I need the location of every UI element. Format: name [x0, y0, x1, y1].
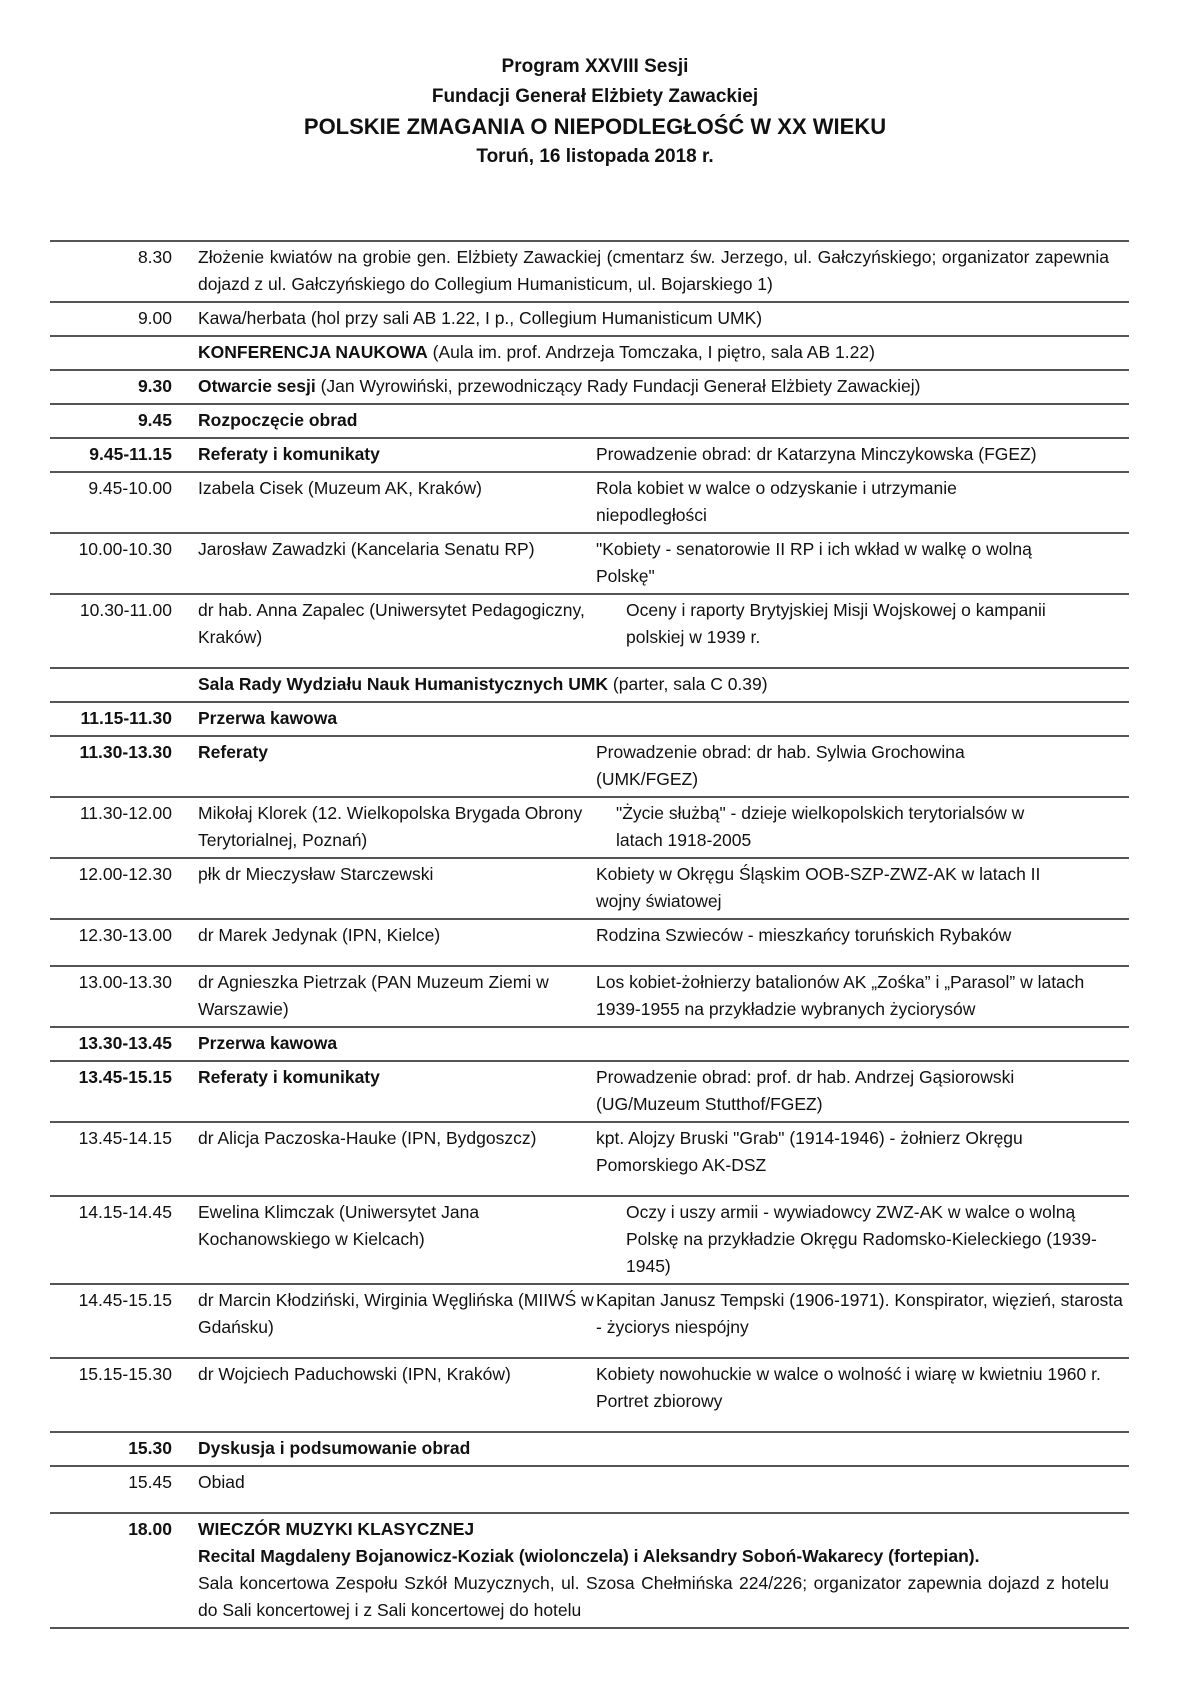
row-time: 12.30-13.00 [78, 925, 172, 945]
row-topic: Prowadzenie obrad: dr hab. Sylwia Grochowina (UMK/FGEZ) [596, 742, 965, 789]
schedule-row [50, 1283, 1129, 1357]
schedule-row [50, 701, 1129, 735]
row-speaker: dr Marcin Kłodziński, Wirginia Węglińska (MIIWŚ w Gdańsku) [198, 1290, 594, 1337]
schedule-row [50, 403, 1129, 437]
schedule-row [50, 857, 1129, 918]
concert-heading: WIECZÓR MUZYKI KLASYCZNEJ [198, 1519, 475, 1539]
schedule-row [50, 1512, 1129, 1629]
row-time: 11.30-13.30 [79, 742, 172, 762]
row-speaker: płk dr Mieczysław Starczewski [198, 864, 434, 884]
schedule-row [50, 1465, 1129, 1512]
row-time: 9.45 [137, 410, 172, 430]
row-topic: kpt. Alojzy Bruski "Grab" (1914-1946) - żołnierz Okręgu Pomorskiego AK-DSZ [596, 1128, 1023, 1175]
concert-recital: Recital Magdaleny Bojanowicz-Koziak (wiolonczela) i Aleksandry Soboń-Wakarecy (fortepian). [198, 1546, 980, 1566]
schedule-row [50, 1026, 1129, 1060]
row-topic: Los kobiet-żołnierzy batalionów AK „Zośka” i „Parasol” w latach 1939-1955 na przykładzie wybranych życiorysów [596, 972, 1085, 1019]
row-time: 10.30-11.00 [79, 600, 172, 620]
schedule-row [50, 667, 1129, 701]
row-description: Obiad [198, 1472, 245, 1492]
row-time: 12.00-12.30 [78, 864, 172, 884]
schedule-row [50, 1060, 1129, 1121]
row-speaker: dr Wojciech Paduchowski (IPN, Kraków) [198, 1364, 511, 1384]
row-time: 18.00 [128, 1519, 172, 1539]
row-time: 9.00 [137, 308, 172, 328]
row-time: 15.15-15.30 [78, 1364, 172, 1384]
row-speaker: Jarosław Zawadzki (Kancelaria Senatu RP) [198, 539, 535, 559]
row-time: 15.45 [128, 1472, 172, 1492]
row-time: 14.15-14.45 [78, 1202, 172, 1222]
row-time: 14.45-15.15 [78, 1290, 172, 1310]
row-description: Złożenie kwiatów na grobie gen. Elżbiety Zawackiej (cmentarz św. Jerzego, ul. Gałczyńskiego; organizator zapewnia dojazd z ul. Gałczyńskiego do Collegium Humanisticum, ul. Bojarskiego 1) [198, 247, 1109, 294]
schedule-row [50, 240, 1129, 301]
concert-venue: Sala koncertowa Zespołu Szkół Muzycznych, ul. Szosa Chełmińska 224/226; organizator zapewnia dojazd z hotelu do Sali koncertowej i z Sali koncertowej do hotelu [198, 1573, 1109, 1620]
session-title: POLSKIE ZMAGANIA O NIEPODLEGŁOŚĆ W XX WIEKU [303, 114, 887, 139]
row-speaker: Referaty [198, 742, 269, 762]
row-topic: Kobiety nowohuckie w walce o wolność i wiarę w kwietniu 1960 r. Portret zbiorowy [596, 1364, 1101, 1411]
row-description: Dyskusja i podsumowanie obrad [198, 1438, 471, 1458]
row-description: Kawa/herbata (hol przy sali AB 1.22, I p., Collegium Humanisticum UMK) [198, 308, 763, 328]
row-description: Przerwa kawowa [198, 1033, 338, 1053]
foundation-name: Fundacji Generał Elżbiety Zawackiej [431, 86, 759, 107]
row-time [50, 669, 172, 701]
row-time: 13.45-14.15 [78, 1128, 172, 1148]
row-speaker: dr Agnieszka Pietrzak (PAN Muzeum Ziemi w Warszawie) [198, 972, 549, 1019]
opening-heading: Otwarcie sesji [198, 376, 316, 396]
row-description: Przerwa kawowa [198, 708, 338, 728]
row-time: 9.30 [137, 376, 172, 396]
row-topic: Rodzina Szwieców - mieszkańcy toruńskich Rybaków [596, 925, 1012, 945]
row-topic: "Kobiety - senatorowie II RP i ich wkład w walkę o wolną Polskę" [596, 539, 1032, 586]
schedule-row [50, 369, 1129, 403]
row-time: 15.30 [128, 1438, 172, 1458]
row-topic: Kapitan Janusz Tempski (1906-1971). Konspirator, więzień, starosta - życiorys niespójny [596, 1290, 1123, 1337]
schedule-row [50, 437, 1129, 471]
row-time: 11.30-12.00 [79, 803, 172, 823]
row-topic: Kobiety w Okręgu Śląskim OOB-SZP-ZWZ-AK w latach II wojny światowej [596, 864, 1041, 911]
place-date: Toruń, 16 listopada 2018 r. [476, 146, 714, 167]
row-time: 9.45-10.00 [88, 478, 172, 498]
schedule-row [50, 593, 1129, 667]
schedule-row [50, 335, 1129, 369]
row-speaker: Referaty i komunikaty [198, 444, 380, 464]
schedule-row [50, 796, 1129, 857]
room-heading: Sala Rady Wydziału Nauk Humanistycznych UMK [198, 674, 609, 694]
row-time: 13.30-13.45 [78, 1033, 172, 1053]
row-speaker: dr hab. Anna Zapalec (Uniwersytet Pedagogiczny, Kraków) [198, 600, 585, 647]
schedule-row [50, 735, 1129, 796]
row-speaker: Izabela Cisek (Muzeum AK, Kraków) [198, 478, 482, 498]
row-time: 9.45-11.15 [89, 444, 172, 464]
row-time: 11.15-11.30 [80, 708, 172, 728]
row-description: Rozpoczęcie obrad [198, 410, 358, 430]
row-topic: "Życie służbą" - dzieje wielkopolskich terytorialsów w latach 1918-2005 [616, 803, 1025, 850]
schedule-row [50, 532, 1129, 593]
opening-detail: (Jan Wyrowiński, przewodniczący Rady Fundacji Generał Elżbiety Zawackiej) [315, 376, 921, 396]
conference-heading: KONFERENCJA NAUKOWA [198, 342, 428, 362]
row-time [50, 337, 172, 369]
row-time: 10.00-10.30 [78, 539, 172, 559]
schedule-row [50, 965, 1129, 1026]
row-speaker: dr Alicja Paczoska-Hauke (IPN, Bydgoszcz) [198, 1128, 537, 1148]
row-description [198, 371, 1129, 403]
row-speaker: Mikołaj Klorek (12. Wielkopolska Brygada Obrony Terytorialnej, Poznań) [198, 803, 583, 850]
row-topic: Prowadzenie obrad: dr Katarzyna Minczykowska (FGEZ) [596, 444, 1037, 464]
row-topic: Oceny i raporty Brytyjskiej Misji Wojskowej o kampanii polskiej w 1939 r. [626, 600, 1046, 647]
row-time: 8.30 [137, 247, 172, 267]
row-description [198, 1514, 1129, 1627]
row-description [198, 669, 1129, 701]
room-detail: (parter, sala C 0.39) [608, 674, 768, 694]
row-speaker: dr Marek Jedynak (IPN, Kielce) [198, 925, 441, 945]
row-speaker: Ewelina Klimczak (Uniwersytet Jana Kochanowskiego w Kielcach) [198, 1202, 480, 1249]
row-time: 13.45-15.15 [78, 1067, 172, 1087]
conference-location: (Aula im. prof. Andrzeja Tomczaka, I piętro, sala AB 1.22) [427, 342, 875, 362]
schedule-row [50, 301, 1129, 335]
schedule-row [50, 918, 1129, 965]
schedule-row [50, 1195, 1129, 1283]
schedule-row [50, 1357, 1129, 1431]
row-speaker: Referaty i komunikaty [198, 1067, 380, 1087]
row-description [198, 337, 1129, 369]
schedule-table [50, 240, 1129, 1629]
schedule-row [50, 1121, 1129, 1195]
row-topic: Prowadzenie obrad: prof. dr hab. Andrzej Gąsiorowski (UG/Muzeum Stutthof/FGEZ) [596, 1067, 1015, 1114]
schedule-row [50, 1431, 1129, 1465]
program-title: Program XXVIII Sesji [501, 56, 689, 77]
row-topic: Rola kobiet w walce o odzyskanie i utrzymanie niepodległości [596, 478, 957, 525]
row-time: 13.00-13.30 [78, 972, 172, 992]
schedule-row [50, 471, 1129, 532]
document-header [0, 52, 1190, 172]
row-topic: Oczy i uszy armii - wywiadowcy ZWZ-AK w walce o wolną Polskę na przykładzie Okręgu Radomsko-Kieleckiego (1939-1945) [626, 1202, 1097, 1276]
